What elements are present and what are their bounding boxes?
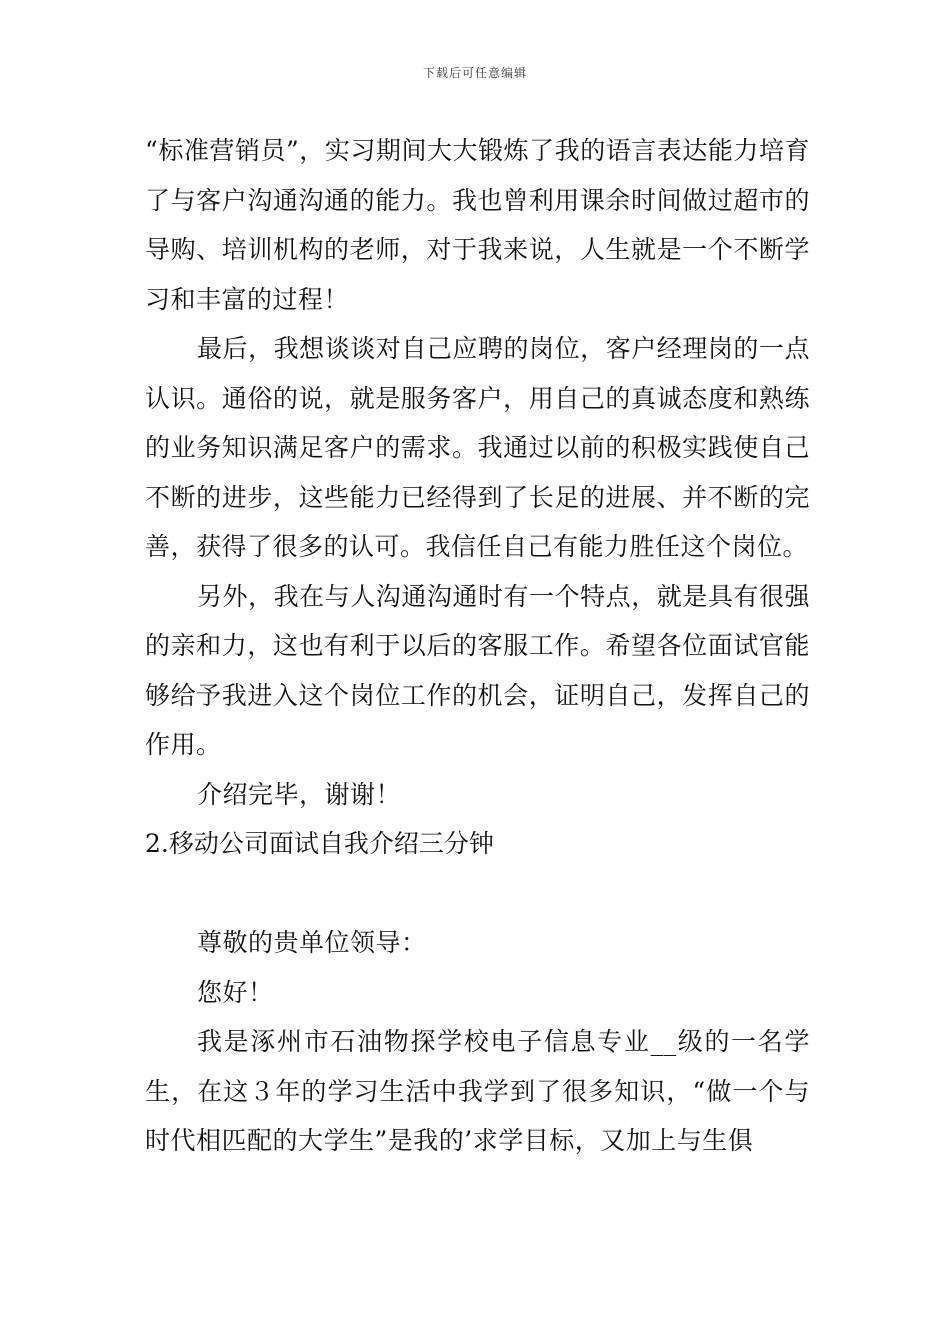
paragraph-position-understanding: 最后，我想谈谈对自己应聘的岗位，客户经理岗的一点认识。通俗的说，就是服务客户，用自己的真诚态度和熟练的业务知识满足客户的需求。我通过以前的积极实践使自己不断的进步，这些能力已经得到了长足的进展、并不断的完善，获得了很多的认可。我信任自己有能力胜任这个岗位。 (145, 334, 810, 561)
paragraph-greeting: 您好！ (197, 977, 274, 1007)
document-body (145, 126, 810, 1166)
paragraph-salutation: 尊敬的贵单位领导： (197, 928, 427, 957)
page-header: 下载后可任意编辑 (422, 66, 527, 80)
section-spacer (145, 869, 810, 919)
paragraph-intro-continuation: “标准营销员”，实习期间大大锻炼了我的语言表达能力培育了与客户沟通沟通的能力。我也曾利用课余时间做过超市的导购、培训机构的老师，对于我来说，人生就是一个不断学习和丰富的过程！ (145, 136, 810, 314)
section-title: 2.移动公司面试自我介绍三分钟 (145, 829, 494, 858)
paragraph-closing: 介绍完毕，谢谢！ (197, 779, 402, 809)
paragraph-personal-trait: 另外，我在与人沟通沟通时有一个特点，就是具有很强的亲和力，这也有利于以后的客服工作。希望各位面试官能够给予我进入这个岗位工作的机会，证明自己，发挥自己的作用。 (145, 581, 810, 759)
paragraph-self-introduction: 我是涿州市石油物探学校电子信息专业__级的一名学生，在这３年的学习生活中我学到了很多知识，“做一个与时代相匹配的大学生”是我的’求学目标，又加上与生俱 (145, 1027, 810, 1155)
